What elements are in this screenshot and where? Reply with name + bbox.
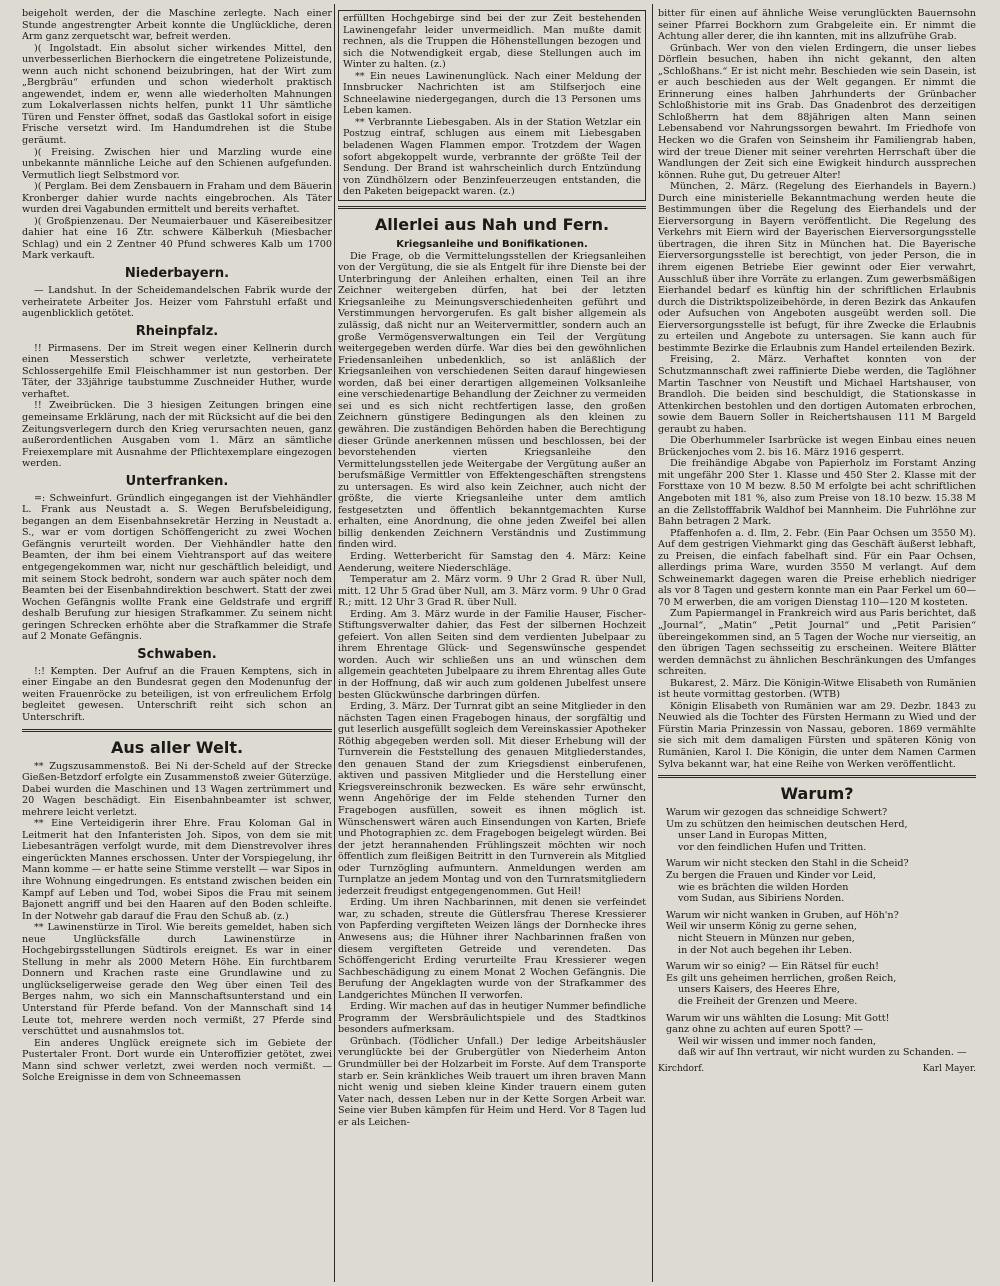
poem-line: unser Land in Europas Mitten, (678, 830, 828, 842)
article-perglam: )( Perglam. Bei dem Zensbauern in Fraham und dem Bäuerin Kronberger dahier wurde nachts eingebrochen. Als Täter wurden drei Vagabunden ermittelt und bereits verhaftet. (22, 181, 332, 216)
column-rule (334, 4, 335, 1282)
poem-line: wie es brächten die wilden Horden (678, 881, 849, 893)
poem-line: daß wir auf Ihn vertraut, wir nicht wurden zu Schanden. — (678, 1047, 967, 1059)
column-middle (338, 8, 646, 1280)
poem-stanza (666, 858, 976, 904)
poem-line: Warum wir uns wählten die Losung: Mit Gott! (666, 1012, 890, 1024)
column-rule (652, 4, 653, 1282)
poem-line: vom Sudan, aus Sibiriens Norden. (678, 893, 845, 905)
article-papierholz: Die freihändige Abgabe von Papierholz im Forstamt Anzing mit ungefähr 200 Ster 1. Klasse und 450 Ster 2. Klasse mit der Forsttaxe von 10 M bezw. 8.50 M erfolgte bei acht schriftlichen Angeboten mit 181 %, also zum Preise von 18.10 bezw. 15.38 M an die Zellstofffabrik Waldhof bei Mannheim. Die Fuhrlöhne zur Bahn betragen 2 Mark. (658, 458, 976, 528)
article-programm: Erding. Wir machen auf das in heutiger Nummer befindliche Programm der Wersbräulichtspiele und des Stadtkinos besonders aufmerksam. (338, 1001, 646, 1036)
poem-title: Warum? (780, 784, 854, 804)
divider (338, 206, 646, 209)
poem (658, 807, 976, 1059)
poem-line: Warum wir gezogen das schneidige Schwert? (666, 807, 888, 819)
column-left (22, 8, 332, 1280)
article-verteidigerin: ** Eine Verteidigerin ihrer Ehre. Frau Koloman Gal in Leitmerit hat den Infanteristen Joh. Sipos, von dem sie mit Liebesanträgen verfolgt wurde, mit dem Dienstrevolver ihres eingerückten Mannes erschossen. Unter der Vorspiegelung, ihr Mann komme — er hatte seine Stimme verstellt — war Sipos in ihre Wohnung eingedrungen. Es entstand zwischen beiden ein Kampf auf Leben und Tod, wobei Sipos die Frau mit seinem Bajonett angriff und bei den Haaren auf den Boden schleifte. In der Notwehr gab darauf die Frau den Schuß ab. (z.) (22, 818, 332, 922)
poem-stanza (666, 961, 976, 1007)
article-koenigin-elisabeth: Königin Elisabeth von Rumänien war am 29. Dezbr. 1843 zu Neuwied als die Tochter des Fürsten Hermann zu Wied und der Fürstin Maria Prinzessin von Nassau, geboren. 1869 vermählte sie sich mit dem damaligen Fürsten und späteren König von Rumänien, Karol I. Die Königin, die unter dem Namen Carmen Sylva bekannt war, hat eine Reihe von Werken veröffentlicht. (658, 700, 976, 770)
signature-author: Karl Mayer. (922, 1063, 976, 1074)
article-grosspienzenau: )( Großpienzenau. Der Neumaierbauer und Käsereibesitzer dahier hat eine 16 Ztr. schwere Kälberkuh (Miesbacher Schlag) und ein 2 Zentner 40 Pfund schweres Kalb um 1700 Mark verkauft. (22, 215, 332, 262)
poem-line: Weil wir unserm König zu gerne sehen, (666, 921, 857, 933)
article-papiermangel: Zum Papiermangel in Frankreich wird aus Paris berichtet, daß „Journal“, „Matin“ „Petit Journal“ und „Petit Parisien“ übereingekommen sind, an 5 Tagen der Woche nur vierseitig, an den übrigen Tagen sechsseitig zu erscheinen. Weitere Blätter werden demnächst zu ähnlichen Beschränkungen des Umfanges schreiten. (658, 608, 976, 678)
section-heading-aus-aller-welt: Aus aller Welt. (110, 737, 244, 757)
article-wetterbericht: Erding. Wetterbericht für Samstag den 4. März: Keine Aenderung, weitere Niederschläge. (338, 550, 646, 574)
article-ingolstadt: )( Ingolstadt. Ein absolut sicher wirkendes Mittel, den unverbesserlichen Bierhockern die eingetretene Polizeistunde, wenn auch nicht schonend beizubringen, hat der Wirt zum „Bergbräu“ erfunden und schon wiederholt praktisch angewendet, indem er, wenn alle wiederholten Mahnungen zum Lokalverlassen nichts helfen, punkt 11 Uhr sämtliche Türen und Fenster öffnet, sodaß das Gastlokal sofort in eisige Frische versetzt wird. Im Handumdrehen ist die Stube geräumt. (22, 42, 332, 147)
article-pirmasens: !! Pirmasens. Der im Streit wegen einer Kellnerin durch einen Messerstich schwer verletzte, verheiratete Schlossergehilfe Emil Fleischhammer ist nun gestorben. Der Täter, der 33jährige taubstumme Zuschneider Huther, wurde verhaftet. (22, 342, 332, 400)
article-temperatur: Temperatur am 2. März vorm. 9 Uhr 2 Grad R. über Null, mitt. 12 Uhr 5 Grad über Null, am 3. März vorm. 9 Uhr 0 Grad R.; mitt. 12 Uhr 3 Grad R. über Null. (338, 574, 646, 609)
article-freising-diebe: Freising, 2. März. Verhaftet konnten von der Schutzmannschaft zwei raffinierte Diebe werden, die Taglöhner Martin Taschner von Neustift und Michael Hartshauser, von Brandloh. Die beiden sind beschuldigt, die Stationskasse in Attenkirchen bestohlen und den dortigen Automaten erbrochen, sowie dem Bauern Soller in Reichertshausen 111 M Bargeld geraubt zu haben. (658, 354, 976, 435)
article-gruenbach-unfall: Grünbach. (Tödlicher Unfall.) Der ledige Arbeitshäusler verunglückte bei der Grubergütler von Niederheim Anton Grundmüller bei der Holzarbeit im Forste. Auf dem Transporte starb er. Sein kränkliches Weib trauert um ihren braven Mann nicht wenig und sieben kleine Kinder trauern einem guten Vater nach, dessen Leben nur in der Kette Sorgen Arbeit war. Seine vier Buben kämpfen für Heim und Herd. Vor 8 Tagen lud er als Leichen- (338, 1035, 646, 1128)
poem-signature (658, 1064, 976, 1076)
column-right (658, 8, 976, 1280)
article-kriegsanleihe: Die Frage, ob die Vermittelungsstellen der Kriegsanleihen von der Vergütung, die sie als Entgelt für ihre Dienste bei der Unterbringung der Anleihen erhalten, einen Teil an ihre Zeichner weitergeben dürfen, hat bei der letzten Kriegsanleihe zu Meinungsverschiedenheiten geführt und Verstimmungen hervorgerufen. Es galt bisher allgemein als zulässig, daß nicht nur an Weitervermittler, sondern auch an große Vermögensverwaltungen ein Teil der Vergütung weitergegeben werden dürfe. War dies bei den gewöhnlichen Friedensanleihen unbedenklich, so ist anläßlich der Kriegsanleihen von verschiedenen Seiten darauf hingewiesen worden, daß bei einer derartigen allgemeinen Volksanleihe eine verschiedenartige Behandlung der Zeichner zu vermeiden sei und es sich nicht rechtfertigen lasse, den großen Zeichnern günstigere Bedingungen als den kleinen zu gewähren. Die zuständigen Behörden haben die Berechtigung dieser Gründe anerkennen müssen und beschlossen, bei der bevorstehenden vierten Kriegsanleihe den Vermittelungsstellen jede Weitergabe der Vergütung außer an berufsmäßige Vermittler von Effektengeschäften strengstens zu untersagen. Es wird also kein Zeichner, auch nicht der größte, die vierte Kriegsanleihe unter dem amtlich festgesetzten und öffentlich bekanntgemachten Kurse erhalten, eine Anordnung, die ohne jeden Zweifel bei allen billig denkenden Zeichnern Verständnis und Zustimmung finden wird. (338, 250, 646, 551)
article-pfaffenhofen: Pfaffenhofen a. d. Ilm, 2. Febr. (Ein Paar Ochsen um 3550 M). Auf dem gestrigen Viehmarkt ging das Geschäft äußerst lebhaft, zu Preisen, die einfach fabelhaft sind. Für ein Paar Ochsen, allerdings prima Ware, wurden 3550 M verlangt. Auf dem Schweinemarkt dagegen waren die Preise erheblich niedriger als vor 8 Tagen und gestern konnte man ein Paar Ferkel um 60—70 M erwerben, die am vorigen Dienstag 110—120 M kosteten. (658, 527, 976, 608)
poem-stanza (666, 1013, 976, 1059)
article-turnrat: Erding, 3. März. Der Turnrat gibt an seine Mitglieder in den nächsten Tagen einen Fragebogen hinaus, der sorgfältig und gut leserlich ausgefüllt sogleich dem Vereinskassier Apotheker Röthig abgegeben werden soll. Mit dieser Erhebung will der Turnverein die Feststellung des genauen Mitgliederstandes, den genauen Stand der zum Kriegsdienst einberufenen, aktiven und passiven Mitglieder und die Herstellung einer Kriegsvereinschronik bezwecken. Es wäre sehr erwünscht, wenn Angehörige der im Felde stehenden Turner den Fragebogen ausfüllen, soweit es ihnen möglich ist. Wünschenswert wären auch Einsendungen von Karten, Briefe und Photographien zc. dem Fragebogen beigelegt würden. Bei der jetzt herannahenden Frühlingszeit möchten wir noch öffentlich zum fleißigen Beitritt in den Turnverein als Mitglied oder Turnzögling aufmuntern. Anmeldungen werden am Turnplatze an jedem Montag und von den Turnratsmitgliedern jederzeit freudigst entgegengenommen. Gut Heil! (338, 701, 646, 897)
poem-stanza (666, 807, 976, 853)
article-liebesgaben: ** Verbrannte Liebesgaben. Als in der Station Wetzlar ein Postzug eintraf, schlugen aus einem mit Liebesgaben beladenen Wagen Flammen empor. Trotzdem der Wagen sofort abgekoppelt wurde, verbrannte der größte Teil der Sendung. Der Brand ist wahrscheinlich durch Entzündung von Zündhölzern oder Benzinfeuerzeugen entstanden, die den Paketen beigepackt waren. (z.) (343, 116, 641, 198)
article-kempten: !:! Kempten. Der Aufruf an die Frauen Kemptens, sich in einer Eingabe an den Bundesrat gegen den Modenunfug der weiten Frauenröcke zu beteiligen, ist von erfreulichem Erfolg begleitet gewesen. Unterschrift reiht sich schon an Unterschrift. (22, 665, 332, 723)
subheading-kriegsanleihe: Kriegsanleihe und Bonifikationen. (396, 238, 588, 250)
article-paragraph: erfüllten Hochgebirge sind bei der zur Zeit bestehenden Lawinengefahr leider unvermeidlich. Man mußte damit rechnen, als die Truppen die Höhenstellungen bezogen und sich die Notwendigkeit ergab, diese Stellungen auch im Winter zu halten. (z.) (343, 13, 641, 71)
article-kressierer: Erding. Um ihren Nachbarinnen, mit denen sie verfeindet war, zu schaden, streute die Gütlersfrau Therese Kressierer von Papferding vergifteten Weizen längs der Dornhecke ihres Anwesens aus; die Hühner ihrer Nachbarinnen fraßen von diesem vergifteten Getreide und verendeten. Das Schöffengericht Erding verurteilte Frau Kressierer wegen Sachbeschädigung zu einem Monat 2 Wochen Gefängnis. Die Berufung der Angeklagten wurde von der Strafkammer des Landgerichtes München II verworfen. (338, 897, 646, 1001)
section-heading-niederbayern: Niederbayern. (124, 266, 230, 282)
poem-stanza (666, 910, 976, 956)
poem-line: Warum wir so einig? — Ein Rätsel für euch! (666, 961, 879, 973)
boxed-notice (338, 10, 646, 201)
article-landshut: — Landshut. In der Scheidemandelschen Fabrik wurde der verheiratete Arbeiter Jos. Heizer vom Fahrstuhl erfaßt und augenblicklich getötet. (22, 285, 332, 320)
article-lawinenunglueck: ** Ein neues Lawinenunglück. Nach einer Meldung der Innsbrucker Nachrichten ist am Stilfserjoch eine Schneelawine niedergegangen, durch die 13 Personen ums Leben kamen. (343, 70, 641, 117)
article-bukarest: Bukarest, 2. März. Die Königin-Witwe Elisabeth von Rumänien ist heute vormittag gestorben. (WTB) (658, 677, 976, 701)
article-isarbruecke: Die Oberhummeler Isarbrücke ist wegen Einbau eines neuen Brückenjoches vom 2. bis 16. März 1916 gesperrt. (658, 435, 976, 458)
poem-line: unsers Kaisers, des Heeres Ehre, (678, 984, 840, 996)
poem-line: in der Not auch begehen ihr Leben. (678, 944, 853, 956)
article-lawinenstuerze: ** Lawinenstürze in Tirol. Wie bereits gemeldet, haben sich neue Unglücksfälle durch Lawinenstürze in Hochgebirgsstellungen Südtirols ereignet. Es war in einer Stellung in mehr als 2000 Metern Höhe. Ein furchtbarem Donnern und Krachen raste eine Grundlawine und zu unglückseligerweise gerade den Weg über einen Teil des Berges nahm, wo sich ein Mannschaftsunterstand und ein Unterstand für Pferde befand. Von der Mannschaft sind 14 Leute tot, mehrere werden noch vermißt, 27 Pferde sind verschüttet und ausnahmslos tot. (22, 922, 332, 1038)
article-paragraph: beigeholt werden, der die Maschine zerlegte. Nach einer Stunde angestrengter Arbeit konnte die Unglückliche, deren Arm ganz zerquetscht war, befreit werden. (22, 8, 332, 43)
poem-line: vor den feindlichen Hufen und Tritten. (678, 841, 867, 853)
poem-line: Weil wir wissen und immer noch fanden, (678, 1035, 877, 1047)
poem-line: Warum wir nicht stecken den Stahl in die Scheid? (666, 858, 909, 870)
divider (22, 729, 332, 732)
article-zugszusammenstoss: ** Zugszusammenstoß. Bei Ni der-Scheld auf der Strecke Gießen-Betzdorf erfolgte ein Zusammenstoß zweier Güterzüge. Dabei wurden die Maschinen und 13 Wagen zertrümmert und 20 Wagen beschädigt. Ein Eisenbahnbeamter ist schwer, mehrere leicht verletzt. (22, 760, 332, 818)
article-eierhandel: München, 2. März. (Regelung des Eierhandels in Bayern.) Durch eine ministerielle Bekanntmachung werden heute die Bestimmungen über die Regelung des Eierhandels und der Eierversorgung in Bayern veröffentlicht. Die Regelung des Verkehrs mit Eiern wird der Bayerischen Eierversorgungsstelle übertragen, die ihren Sitz in München hat. Die Bayerische Eierversorgungsstelle ist berechtigt, von jeder Person, die in ihrem eigenen Betriebe Eier gewinnt oder Eier verwahrt, Ausschluß über ihre Vorräte zu erlangen. Zum gewerbsmäßigen Eierhandel bedarf es künftig hin der schriftlichen Erlaubnis durch die Distriktspolizeibehörde, in deren Bezirk das Ankaufen oder Aufsuchen von Angeboten ausgeübt werden soll. Die Eierversorgungsstelle ist befugt, für ihre Zwecke die Erlaubnis zu erteilen und Angebote zu untersagen. Sie kann auch für bestimmte Bezirke die Erlaubnis zum Handel erteilenden Bezirk. (658, 181, 976, 354)
article-silberne-hochzeit: Erding. Am 3. März wurde in der Familie Hauser, Fischer-Stiftungsverwalter dahier, das Fest der silbernen Hochzeit gefeiert. Von allen Seiten sind dem verdienten Jubelpaar zu ihrem Ehrentage Glück- und Segenswünsche gespendet worden. Auch wir schließen uns an und wünschen dem allgemein geachteten Jubelpaare zu ihrem Ehrentag alles Gute in der Hoffnung, daß wir auch zum goldenen Jubelfest unsere besten Glückwünsche darbringen dürfen. (338, 608, 646, 701)
article-schlosshans: Grünbach. Wer von den vielen Erdingern, die unser liebes Dörflein besuchen, haben ihn nicht gekannt, den alten „Schloßhans.“ Er ist nicht mehr. Beschieden wie sein Dasein, ist er auch beschieden aus der Welt gegangen. Er nimmt die Erinnerung eines halben Jahrhunderts der Grünbacher Schloßhistorie mit ins Grab. Das Gnadenbrot des derzeitigen Schloßherrn hat dem 88jährigen alten Mann seinen Lebensabend vor Nahrungssorgen bewahrt. Im Friedhofe von Hecken wo die Grafen von Seinsheim ihr Familiengrab haben, wird der treue Diener mit seiner verehrten Herrschaft über die Wandlungen der Zeit sich eine Ewigkeit hindurch aussprechen können. Ruhe gut, Du getreuer Alter! (658, 42, 976, 181)
poem-line: Warum wir nicht wanken in Gruben, auf Höh'n? (666, 909, 899, 921)
article-schweinfurt: =: Schweinfurt. Gründlich eingegangen ist der Viehhändler L. Frank aus Neustadt a. S. Wegen Berufsbeleidigung, begangen an dem Eisenbahnsekretär Herzing in Neustadt a. S., war er vom dortigen Schöffengericht zu zwei Wochen Gefängnis verurteilt worden. Der Viehhändler hatte den Beamten, der ihm bei einem Viehtransport auf das weitere entgegengekommen war, nicht nur geschäftlich beleidigt, und mit seinem Stock bedroht, sondern war auch später noch dem Beamten bei der Eisenbahndirektion beschwert. Statt der zwei Wochen Gefängnis wollte Frank eine Geldstrafe und ergriff deshalb Berufung zur hiesigen Strafkammer. Zu seinem nicht geringen Schrecken erhöhte aber die Strafkammer die Strafe auf 2 Monate Gefängnis. (22, 492, 332, 643)
article-paragraph: Ein anderes Unglück ereignete sich im Gebiete der Pustertaler Front. Dort wurde ein Unteroffizier getötet, zwei Mann sind schwer verletzt, zwei werden noch vermißt. — Solche Ereignisse in dem von Schneemassen (22, 1037, 332, 1084)
section-heading-rheinpfalz: Rheinpfalz. (135, 323, 219, 339)
article-paragraph: bitter für einen auf ähnliche Weise verunglückten Bauernsohn seiner Pfarrei Bockhorn zum Grabgeleite ein. Er nimmt die Achtung aller derer, die ihn kannten, mit ins allzufrühe Grab. (658, 8, 976, 43)
article-freising: )( Freising. Zwischen hier und Marzling wurde eine unbekannte männliche Leiche auf den Schienen aufgefunden. Vermutlich liegt Selbstmord vor. (22, 146, 332, 181)
divider (658, 775, 976, 778)
signature-place: Kirchdorf. (658, 1063, 705, 1074)
poem-line: Es gilt uns geheimen herrlichen, großen Reich, (666, 972, 897, 984)
section-heading-allerlei: Allerlei aus Nah und Fern. (374, 214, 610, 234)
poem-line: Um zu schützen den heimischen deutschen Herd, (666, 818, 908, 830)
article-zweibruecken: !! Zweibrücken. Die 3 hiesigen Zeitungen bringen eine gemeinsame Erklärung, nach der mit Rücksicht auf die bei den Zeitungsverlegern durch den Krieg verursachten neuen, ganz außerordentlichen Ausgaben vom 1. März an sämtliche Freiexemplare mit Ausnahme der Pflichtexemplare eingezogen werden. (22, 400, 332, 470)
poem-line: Zu bergen die Frauen und Kinder vor Leid, (666, 870, 876, 882)
poem-line: ganz ohne zu achten auf euren Spott? — (666, 1024, 864, 1036)
section-heading-unterfranken: Unterfranken. (125, 473, 229, 489)
section-heading-schwaben: Schwaben. (137, 646, 217, 662)
poem-line: nicht Steuern in Münzen nur geben, (678, 933, 855, 945)
poem-line: die Freiheit der Grenzen und Meere. (678, 996, 858, 1007)
